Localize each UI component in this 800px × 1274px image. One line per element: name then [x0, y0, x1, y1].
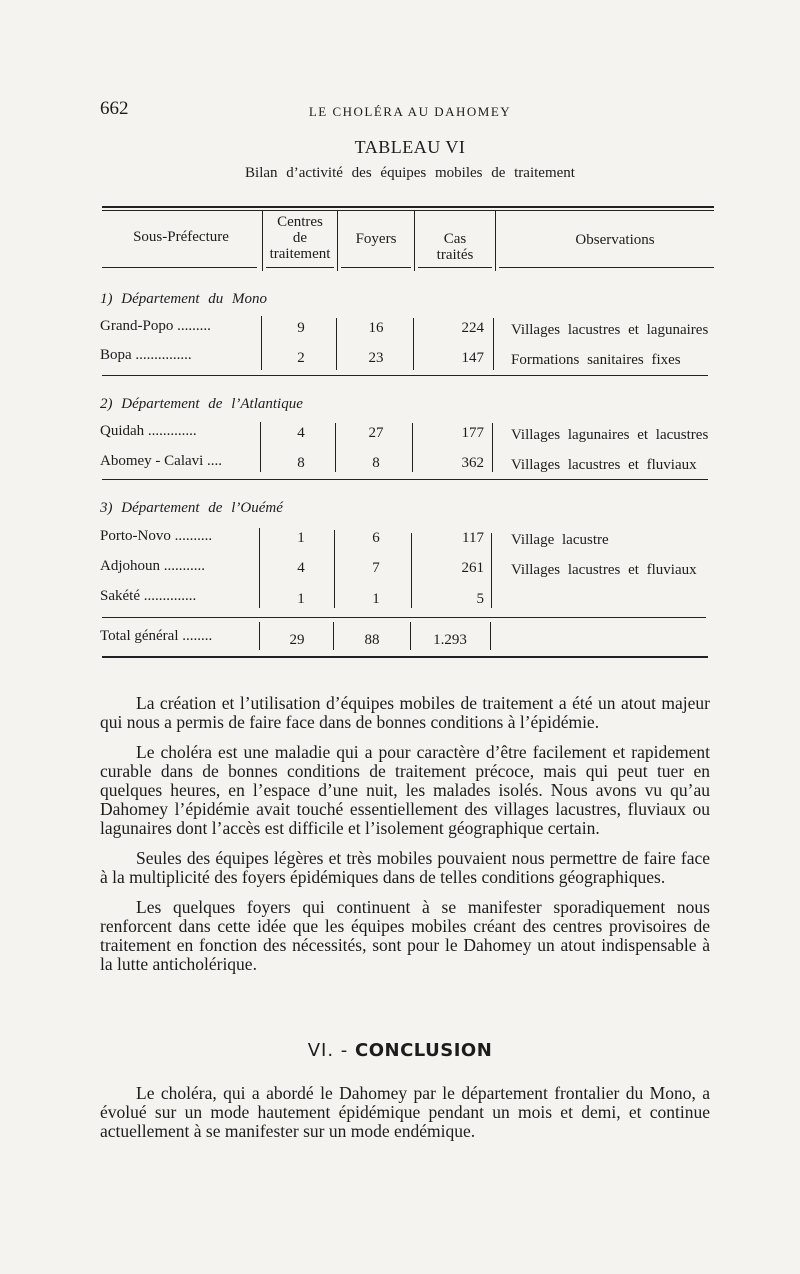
section-rule — [102, 375, 708, 376]
header-underline — [341, 267, 411, 268]
section-number: VI. - — [307, 1040, 356, 1061]
table-top-rule-thin — [102, 210, 714, 211]
table-bottom-rule — [102, 656, 708, 658]
column-separator — [412, 423, 413, 472]
table-number: TABLEAU VI — [354, 137, 466, 157]
column-separator — [492, 423, 493, 472]
column-separator — [411, 533, 412, 608]
column-separator — [259, 528, 260, 608]
column-separator — [413, 318, 414, 370]
table-top-rule — [102, 206, 714, 208]
column-separator — [410, 622, 411, 650]
column-separator — [335, 423, 336, 472]
paragraph: Le choléra est une maladie qui a pour caractère d’être facilement et rapidement curable dans de bonnes conditions de traitement précoce, mais qui peut tuer en quelques heures, en l’espace d’une nuit, les malades isolés. Nous avons vu qu’au Dahomey l’épidémie avait touché essentiellement des villages lacustres, fluviaux ou lagunaires dont l’accès est difficile et l’isolement géographique certain. — [100, 742, 710, 838]
row-observations: Formations sanitaires fixes — [511, 352, 681, 368]
row-centres: 2 — [297, 350, 305, 366]
row-foyers: 16 — [368, 320, 384, 336]
row-name: Grand-Popo ......... — [100, 318, 211, 334]
department-label: 3) Département de l’Ouémé — [100, 500, 283, 516]
row-observations: Villages lagunaires et lacustres — [511, 427, 709, 443]
paragraph: La création et l’utilisation d’équipes mobiles de traitement a été un atout majeur qui nous a permis de faire face dans de bonnes conditions à l’épidémie. — [100, 693, 710, 732]
total-label: Total général ........ — [100, 628, 213, 644]
total-cas: 1.293 — [433, 632, 467, 648]
row-cas: 117 — [462, 530, 484, 546]
row-centres: 9 — [297, 320, 305, 336]
row-foyers: 1 — [372, 591, 380, 607]
page-number: 662 — [100, 98, 129, 119]
row-name: Adjohoun ........... — [100, 558, 205, 574]
row-observations: Villages lacustres et fluviaux — [511, 457, 697, 473]
row-centres: 1 — [297, 530, 305, 546]
row-observations: Villages lacustres et fluviaux — [511, 562, 697, 578]
column-separator — [336, 318, 337, 370]
row-cas: 147 — [461, 350, 484, 366]
column-separator — [260, 422, 261, 472]
total-foyers: 88 — [364, 632, 380, 648]
section-heading — [200, 1040, 600, 1061]
header-underline — [102, 267, 257, 268]
row-cas: 224 — [461, 320, 484, 336]
running-head: LE CHOLÉRA AU DAHOMEY — [308, 104, 512, 119]
paragraph: Le choléra, qui a abordé le Dahomey par le département frontalier du Mono, a évolué sur un mode hautement épidémique pendant un mois et demi, et continue actuellement à se manifester sur un mode endémique. — [100, 1083, 710, 1141]
total-centres: 29 — [289, 632, 305, 648]
row-cas: 5 — [476, 591, 484, 607]
row-observations: Village lacustre — [511, 532, 609, 548]
column-separator — [493, 318, 494, 370]
department-label: 2) Département de l’Atlantique — [100, 396, 303, 412]
column-separator — [259, 622, 260, 650]
conclusion-text — [100, 1084, 710, 1152]
body-text — [100, 694, 710, 985]
row-name: Abomey - Calavi .... — [100, 453, 223, 469]
row-foyers: 6 — [372, 530, 380, 546]
row-foyers: 23 — [368, 350, 384, 366]
column-separator — [490, 622, 491, 650]
column-separator — [261, 316, 262, 370]
table-caption: Bilan d’activité des équipes mobiles de traitement — [245, 165, 575, 181]
header-sous-prefecture: Sous-Préfecture — [133, 229, 229, 245]
paragraph: Seules des équipes légères et très mobiles pouvaient nous permettre de faire face à la multiplicité des foyers épidémiques dans de telles conditions géographiques. — [100, 848, 710, 887]
row-centres: 1 — [297, 591, 305, 607]
row-cas: 362 — [461, 455, 484, 471]
row-observations: Villages lacustres et lagunaires — [511, 322, 709, 338]
row-name: Sakété .............. — [100, 588, 197, 604]
row-name: Porto-Novo .......... — [100, 528, 213, 544]
row-cas: 261 — [461, 560, 484, 576]
paragraph: Les quelques foyers qui continuent à se manifester sporadiquement nous renforcent dans cette idée que les équipes mobiles créant des centres provisoires de traitement en fonction des nécessités, sont pour le Dahomey un atout indispensable à la lutte anticholérique. — [100, 897, 710, 974]
row-foyers: 8 — [372, 455, 380, 471]
column-separator — [334, 530, 335, 608]
row-name: Bopa ............... — [100, 347, 192, 363]
row-foyers: 27 — [368, 425, 384, 441]
header-centres: Centres de traitement — [269, 214, 331, 262]
header-foyers: Foyers — [355, 231, 397, 247]
row-centres: 4 — [297, 560, 305, 576]
row-centres: 8 — [297, 455, 305, 471]
header-cas: Cas traités — [436, 231, 474, 263]
row-centres: 4 — [297, 425, 305, 441]
header-underline — [499, 267, 714, 268]
column-separator — [491, 533, 492, 608]
column-separator — [333, 622, 334, 650]
header-observations: Observations — [575, 232, 655, 248]
header-underline — [266, 267, 334, 268]
row-foyers: 7 — [372, 560, 380, 576]
department-label: 1) Département du Mono — [100, 291, 268, 307]
section-rule — [102, 479, 708, 480]
row-cas: 177 — [461, 425, 484, 441]
section-title: CONCLUSION — [355, 1040, 493, 1061]
row-name: Quidah ............. — [100, 423, 197, 439]
header-underline — [418, 267, 492, 268]
section-rule — [102, 617, 706, 618]
